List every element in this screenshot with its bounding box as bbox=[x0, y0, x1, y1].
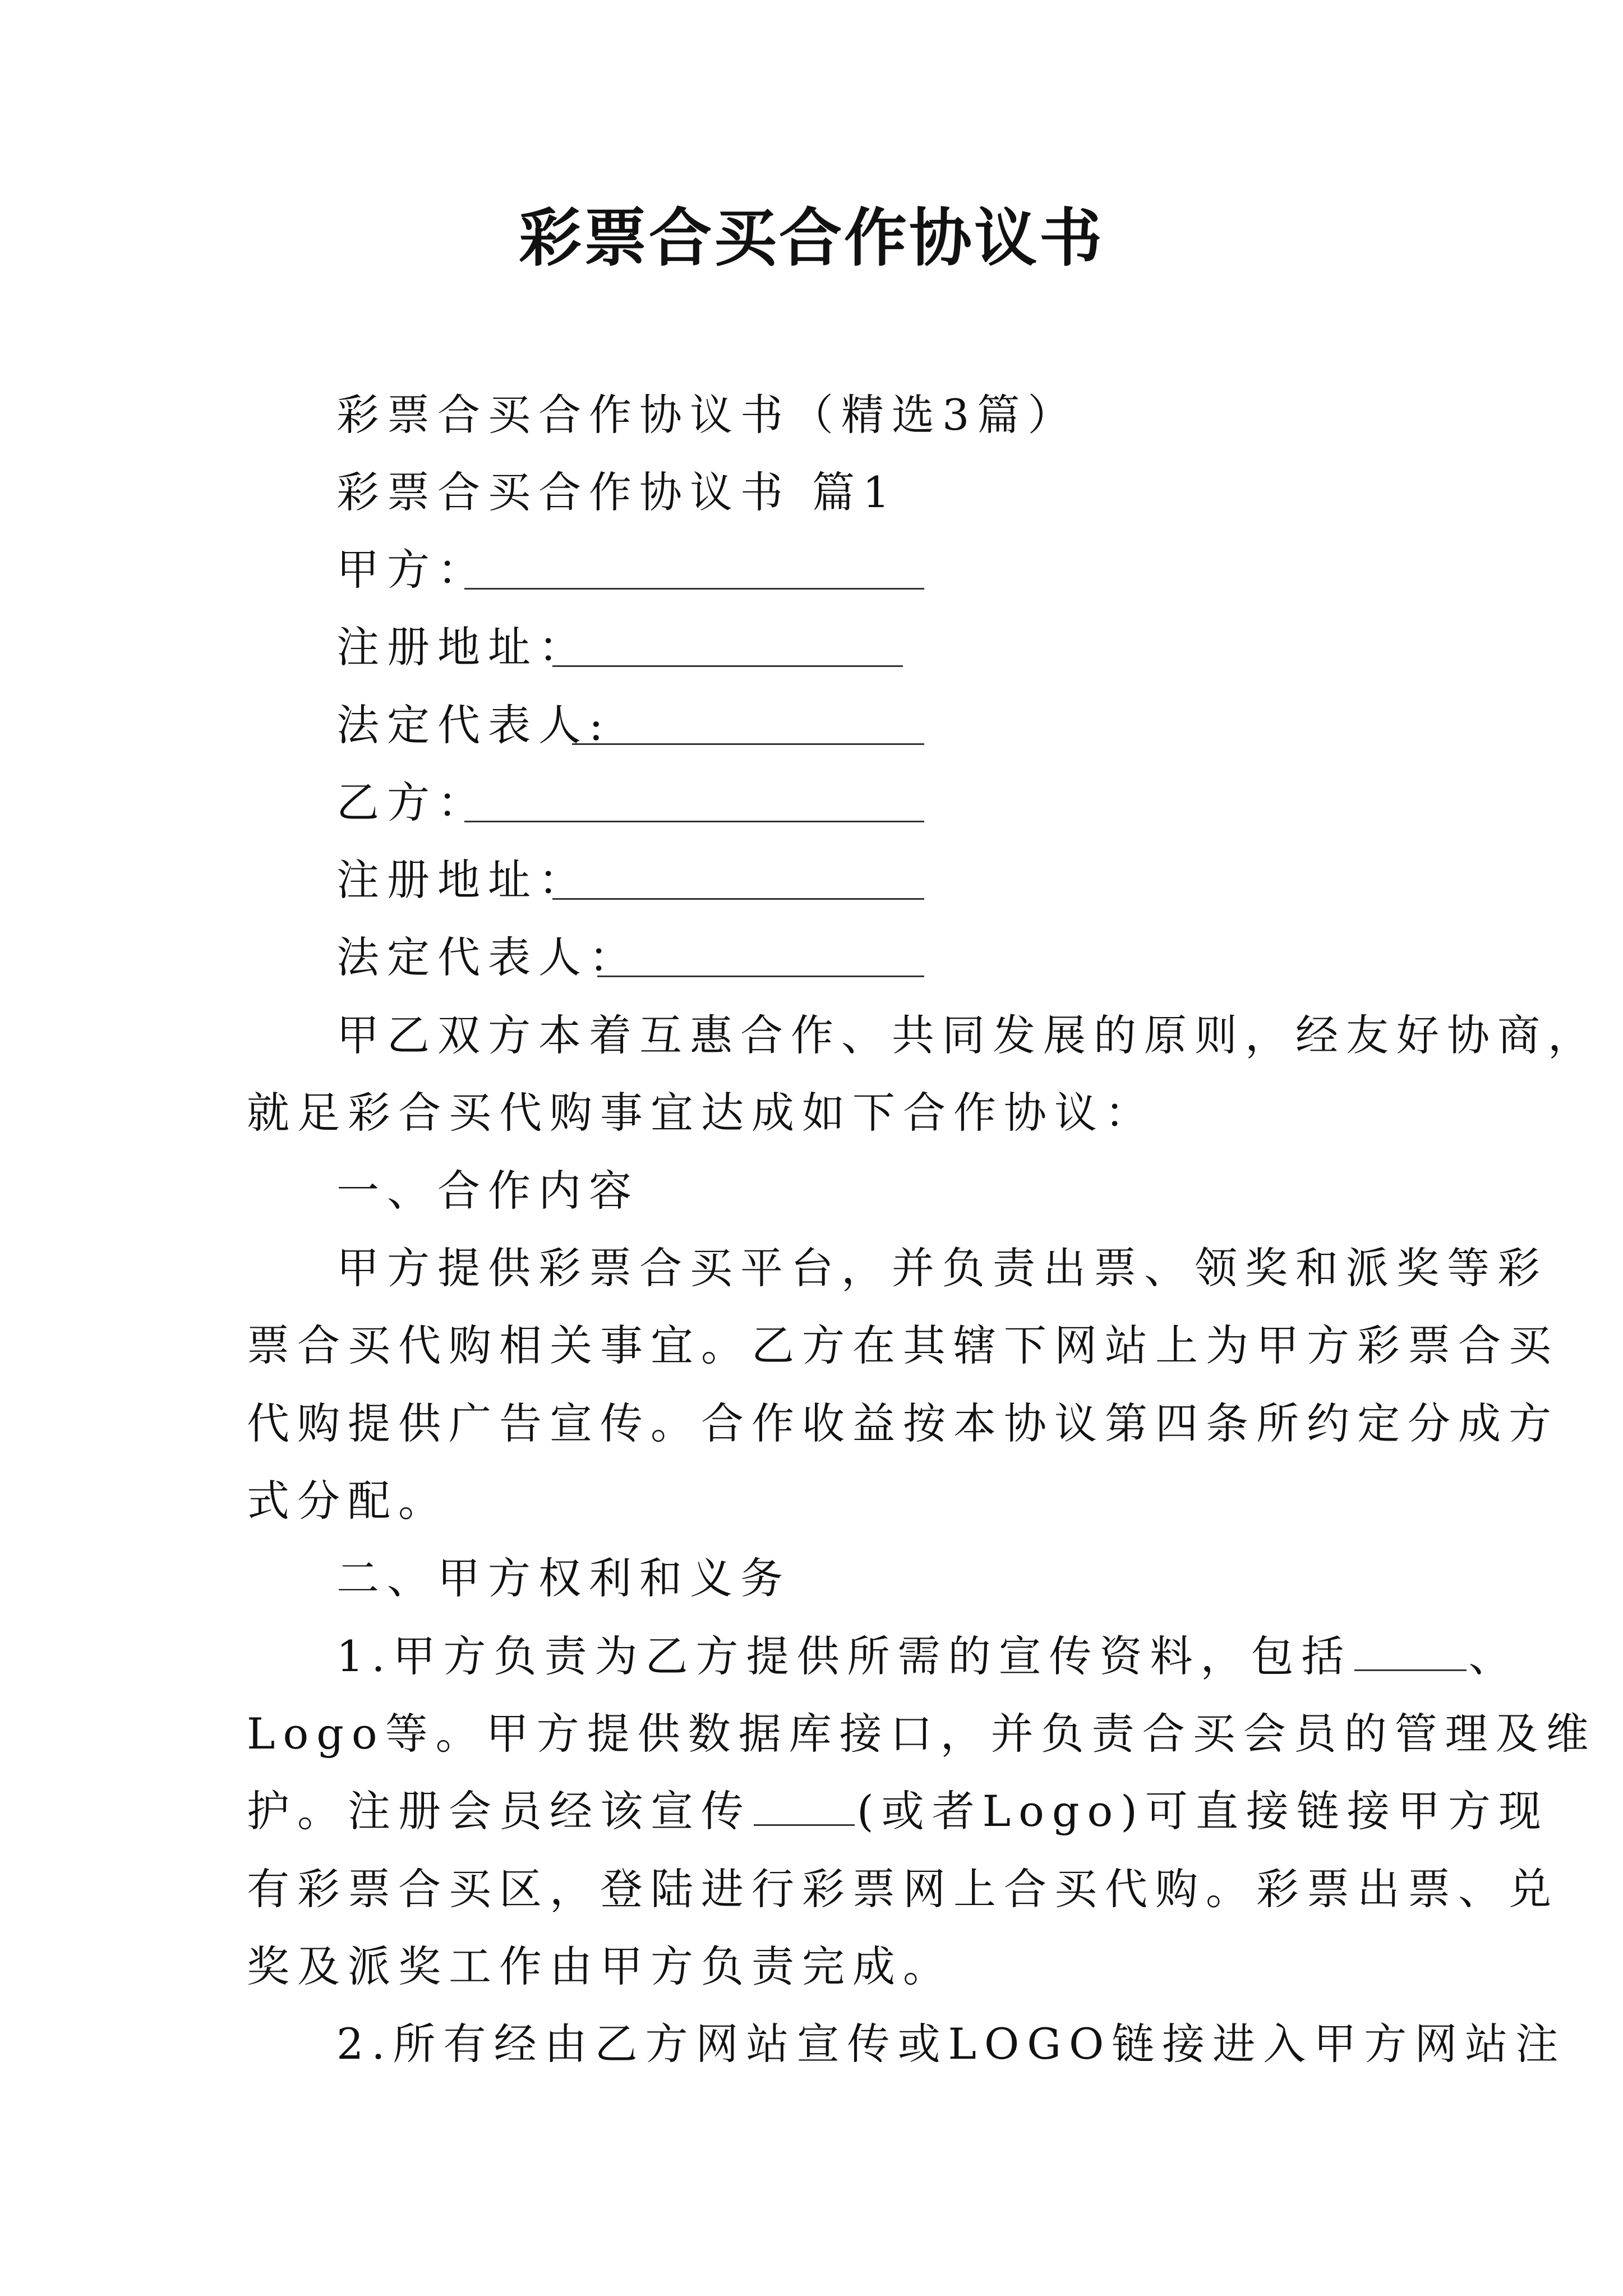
party-a-address-label: 注册地址： bbox=[336, 622, 589, 672]
clause-2-item-1-line-2: Logo等。甲方提供数据库接口，并负责合买会员的管理及维 bbox=[247, 1709, 1597, 1759]
document-subtitle: 彩票合买合作协议书（精选3篇） bbox=[336, 390, 1078, 440]
clause-1-line-2: 票合买代购相关事宜。乙方在其辖下网站上为甲方彩票合买 bbox=[247, 1320, 1559, 1370]
clause-2-item-1-line-3-tail: (或者Logo)可直接链接甲方现 bbox=[857, 1786, 1549, 1836]
party-b-label: 乙方： bbox=[336, 777, 488, 827]
party-a-label: 甲方： bbox=[336, 545, 488, 595]
clause-2-item-1-line-5: 奖及派奖工作由甲方负责完成。 bbox=[247, 1941, 953, 1991]
promotion-blank[interactable] bbox=[754, 1824, 855, 1826]
section-heading: 彩票合买合作协议书 篇1 bbox=[336, 467, 898, 517]
clause-2-item-1-line-1-tail: 、 bbox=[1468, 1631, 1519, 1681]
intro-line-1: 甲乙双方本着互惠合作、共同发展的原则，经友好协商， bbox=[336, 1010, 1598, 1060]
party-a-rep-blank[interactable] bbox=[572, 743, 924, 745]
party-b-blank[interactable] bbox=[464, 821, 924, 822]
clause-2-item-1-line-3 bbox=[247, 1783, 1549, 1839]
materials-blank[interactable] bbox=[1354, 1669, 1467, 1671]
clause-2-heading: 二、甲方权利和义务 bbox=[336, 1553, 791, 1603]
document-title: 彩票合买合作协议书 bbox=[519, 201, 1104, 275]
party-b-rep-label: 法定代表人： bbox=[336, 932, 639, 982]
clause-1-line-1: 甲方提供彩票合买平台，并负责出票、领奖和派奖等彩 bbox=[336, 1243, 1548, 1293]
clause-1-heading: 一、合作内容 bbox=[336, 1166, 639, 1216]
party-b-address-blank[interactable] bbox=[552, 898, 924, 900]
clause-2-item-1-line-1 bbox=[336, 1628, 1519, 1685]
clause-1-line-3: 代购提供广告宣传。合作收益按本协议第四条所约定分成方 bbox=[247, 1398, 1559, 1448]
party-b-rep-blank[interactable] bbox=[597, 976, 924, 977]
clause-2-item-1-line-1-text: 1.甲方负责为乙方提供所需的宣传资料，包括 bbox=[336, 1631, 1352, 1681]
clause-2-item-2-line-1: 2.所有经由乙方网站宣传或LOGO链接进入甲方网站注 bbox=[336, 2019, 1566, 2069]
party-b-address-label: 注册地址： bbox=[336, 855, 589, 905]
party-a-blank[interactable] bbox=[464, 588, 924, 590]
clause-1-line-4: 式分配。 bbox=[247, 1476, 449, 1526]
clause-2-item-1-line-3-text: 护。注册会员经该宣传 bbox=[247, 1786, 751, 1836]
party-a-rep-label: 法定代表人: bbox=[336, 700, 611, 750]
party-a-address-blank[interactable] bbox=[552, 665, 903, 667]
intro-line-2: 就足彩合买代购事宜达成如下合作协议： bbox=[247, 1088, 1155, 1138]
clause-2-item-1-line-4: 有彩票合买区，登陆进行彩票网上合买代购。彩票出票、兑 bbox=[247, 1864, 1559, 1914]
